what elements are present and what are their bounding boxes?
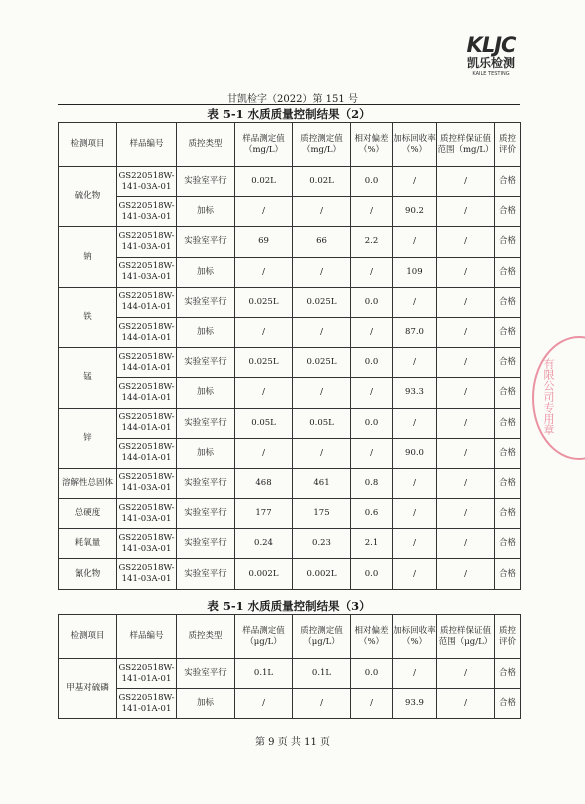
test-item: 硫化物 [59,167,117,227]
qc-evaluation: 合格 [495,408,521,438]
sample-value: 0.24 [235,529,293,559]
qc-value: / [293,378,351,408]
qc-value: 0.05L [293,408,351,438]
sample-id: GS220518W-144-01A-01 [117,438,177,468]
sample-id: GS220518W-144-01A-01 [117,317,177,347]
column-header: 质控类型 [177,615,235,659]
sample-value: / [235,438,293,468]
qc-evaluation: 合格 [495,529,521,559]
qc-type: 实验室平行 [177,559,235,589]
qc-value: 0.002L [293,559,351,589]
column-header: 加标回收率（%） [393,615,437,659]
qc-value: 0.02L [293,167,351,197]
column-header: 质控评价 [495,123,521,167]
relative-deviation: / [351,378,393,408]
table-row [59,659,521,689]
qc-evaluation: 合格 [495,689,521,719]
recovery-rate: / [393,348,437,378]
table-row [59,317,521,347]
sample-value: 69 [235,227,293,257]
recovery-rate: / [393,559,437,589]
sample-id: GS220518W-141-03A-01 [117,257,177,287]
table-row [59,257,521,287]
logo-mark: KLJC [466,33,516,57]
qc-evaluation: 合格 [495,227,521,257]
qc-range: / [437,378,495,408]
qc-range: / [437,317,495,347]
relative-deviation: 0.0 [351,348,393,378]
header-row [59,615,521,659]
table-row [59,167,521,197]
column-header: 样品编号 [117,615,177,659]
qc-value: / [293,317,351,347]
relative-deviation: 2.1 [351,529,393,559]
qc-type: 实验室平行 [177,348,235,378]
table-row [59,529,521,559]
qc-value: 0.025L [293,348,351,378]
relative-deviation: 0.0 [351,559,393,589]
sample-id: GS220518W-144-01A-01 [117,378,177,408]
qc-type: 实验室平行 [177,529,235,559]
test-item: 锰 [59,348,117,408]
recovery-rate: 93.9 [393,689,437,719]
sample-id: GS220518W-144-01A-01 [117,408,177,438]
qc-evaluation: 合格 [495,287,521,317]
qc-type: 实验室平行 [177,408,235,438]
qc-table-3 [58,614,521,719]
relative-deviation: 0.0 [351,167,393,197]
recovery-rate: 109 [393,257,437,287]
recovery-rate: / [393,227,437,257]
test-item: 锌 [59,408,117,468]
sample-id: GS220518W-144-01A-01 [117,287,177,317]
sample-id: GS220518W-141-03A-01 [117,559,177,589]
header-row [59,123,521,167]
sample-value: 0.05L [235,408,293,438]
column-header: 质控测定值（μg/L） [293,615,351,659]
sample-id: GS220518W-141-03A-01 [117,167,177,197]
sample-value: 0.025L [235,348,293,378]
column-header: 样品测定值（mg/L） [235,123,293,167]
relative-deviation: 0.0 [351,287,393,317]
column-header: 质控类型 [177,123,235,167]
table-row [59,378,521,408]
page-footer: 第 9 页 共 11 页 [255,737,330,748]
qc-type: 加标 [177,197,235,227]
qc-type: 加标 [177,317,235,347]
recovery-rate: / [393,468,437,498]
qc-range: / [437,689,495,719]
logo-chinese-name: 凯乐检测 [466,56,515,70]
relative-deviation: 0.8 [351,468,393,498]
table-row [59,408,521,438]
test-item: 耗氧量 [59,529,117,559]
qc-type: 实验室平行 [177,227,235,257]
qc-evaluation: 合格 [495,499,521,529]
qc-range: / [437,257,495,287]
qc-range: / [437,287,495,317]
recovery-rate: / [393,408,437,438]
table-row [59,468,521,498]
column-header: 质控评价 [495,615,521,659]
qc-evaluation: 合格 [495,559,521,589]
sample-id: GS220518W-141-01A-01 [117,689,177,719]
table-row [59,499,521,529]
sample-value: 0.025L [235,287,293,317]
column-header: 质控样保证值范围（μg/L） [437,615,495,659]
qc-range: / [437,468,495,498]
sample-id: GS220518W-141-01A-01 [117,659,177,689]
company-seal [532,336,585,460]
qc-evaluation: 合格 [495,659,521,689]
sample-value: 0.1L [235,659,293,689]
qc-range: / [437,499,495,529]
relative-deviation: / [351,257,393,287]
relative-deviation: / [351,317,393,347]
relative-deviation: 0.6 [351,499,393,529]
test-item: 总硬度 [59,499,117,529]
table-row [59,689,521,719]
column-header: 检测项目 [59,615,117,659]
relative-deviation: / [351,689,393,719]
sample-value: 0.02L [235,167,293,197]
column-header: 检测项目 [59,123,117,167]
qc-evaluation: 合格 [495,317,521,347]
test-item: 甲基对硫磷 [59,659,117,719]
qc-type: 实验室平行 [177,499,235,529]
relative-deviation: / [351,438,393,468]
qc-evaluation: 合格 [495,197,521,227]
sample-value: 177 [235,499,293,529]
sample-value: / [235,689,293,719]
logo-english-name: KAILE TESTING [472,71,510,77]
sample-value: / [235,378,293,408]
header-rule [58,104,520,105]
recovery-rate: 90.2 [393,197,437,227]
qc-value: 0.025L [293,287,351,317]
column-header: 样品编号 [117,123,177,167]
table2-caption: 表 5-1 水质质量控制结果（2） [207,107,371,121]
sample-id: GS220518W-141-03A-01 [117,499,177,529]
qc-type: 加标 [177,257,235,287]
qc-range: / [437,559,495,589]
table-row [59,559,521,589]
qc-value: / [293,438,351,468]
column-header: 加标回收率（%） [393,123,437,167]
relative-deviation: / [351,197,393,227]
qc-range: / [437,438,495,468]
document-number: 甘凯检字（2022）第 151 号 [227,94,358,105]
qc-evaluation: 合格 [495,348,521,378]
qc-type: 加标 [177,378,235,408]
recovery-rate: / [393,529,437,559]
table-row [59,287,521,317]
qc-table-2 [58,122,521,590]
sample-id: GS220518W-141-03A-01 [117,529,177,559]
relative-deviation: 0.0 [351,659,393,689]
recovery-rate: / [393,499,437,529]
qc-type: 实验室平行 [177,287,235,317]
test-item: 铁 [59,287,117,347]
relative-deviation: 0.0 [351,408,393,438]
recovery-rate: / [393,167,437,197]
qc-value: / [293,689,351,719]
sample-value: / [235,257,293,287]
qc-type: 实验室平行 [177,167,235,197]
qc-range: / [437,348,495,378]
qc-type: 实验室平行 [177,659,235,689]
relative-deviation: 2.2 [351,227,393,257]
table-row [59,438,521,468]
qc-evaluation: 合格 [495,378,521,408]
sample-id: GS220518W-141-03A-01 [117,468,177,498]
qc-evaluation: 合格 [495,468,521,498]
sample-id: GS220518W-141-03A-01 [117,227,177,257]
column-header: 相对偏差（%） [351,615,393,659]
qc-type: 加标 [177,438,235,468]
sample-id: GS220518W-141-03A-01 [117,197,177,227]
qc-range: / [437,529,495,559]
test-item: 钠 [59,227,117,287]
table3-caption: 表 5-1 水质质量控制结果（3） [207,599,371,613]
qc-type: 实验室平行 [177,468,235,498]
seal-text: 有限公司专用章 [542,358,555,435]
recovery-rate: / [393,287,437,317]
qc-evaluation: 合格 [495,167,521,197]
sample-value: 0.002L [235,559,293,589]
table-row [59,227,521,257]
qc-value: 0.1L [293,659,351,689]
qc-range: / [437,659,495,689]
qc-value: / [293,197,351,227]
qc-range: / [437,227,495,257]
qc-type: 加标 [177,689,235,719]
qc-range: / [437,197,495,227]
sample-value: / [235,317,293,347]
qc-range: / [437,167,495,197]
qc-value: 175 [293,499,351,529]
qc-value: / [293,257,351,287]
recovery-rate: 93.3 [393,378,437,408]
qc-evaluation: 合格 [495,257,521,287]
qc-evaluation: 合格 [495,438,521,468]
test-item: 氰化物 [59,559,117,589]
column-header: 相对偏差（%） [351,123,393,167]
qc-value: 0.23 [293,529,351,559]
test-item: 溶解性总固体 [59,468,117,498]
column-header: 质控测定值（mg/L） [293,123,351,167]
recovery-rate: 90.0 [393,438,437,468]
recovery-rate: 87.0 [393,317,437,347]
company-logo [460,34,522,78]
qc-range: / [437,408,495,438]
recovery-rate: / [393,659,437,689]
sample-id: GS220518W-144-01A-01 [117,348,177,378]
table-row [59,348,521,378]
column-header: 质控样保证值范围（mg/L） [437,123,495,167]
table-row [59,197,521,227]
column-header: 样品测定值（μg/L） [235,615,293,659]
sample-value: / [235,197,293,227]
qc-value: 461 [293,468,351,498]
sample-value: 468 [235,468,293,498]
qc-value: 66 [293,227,351,257]
